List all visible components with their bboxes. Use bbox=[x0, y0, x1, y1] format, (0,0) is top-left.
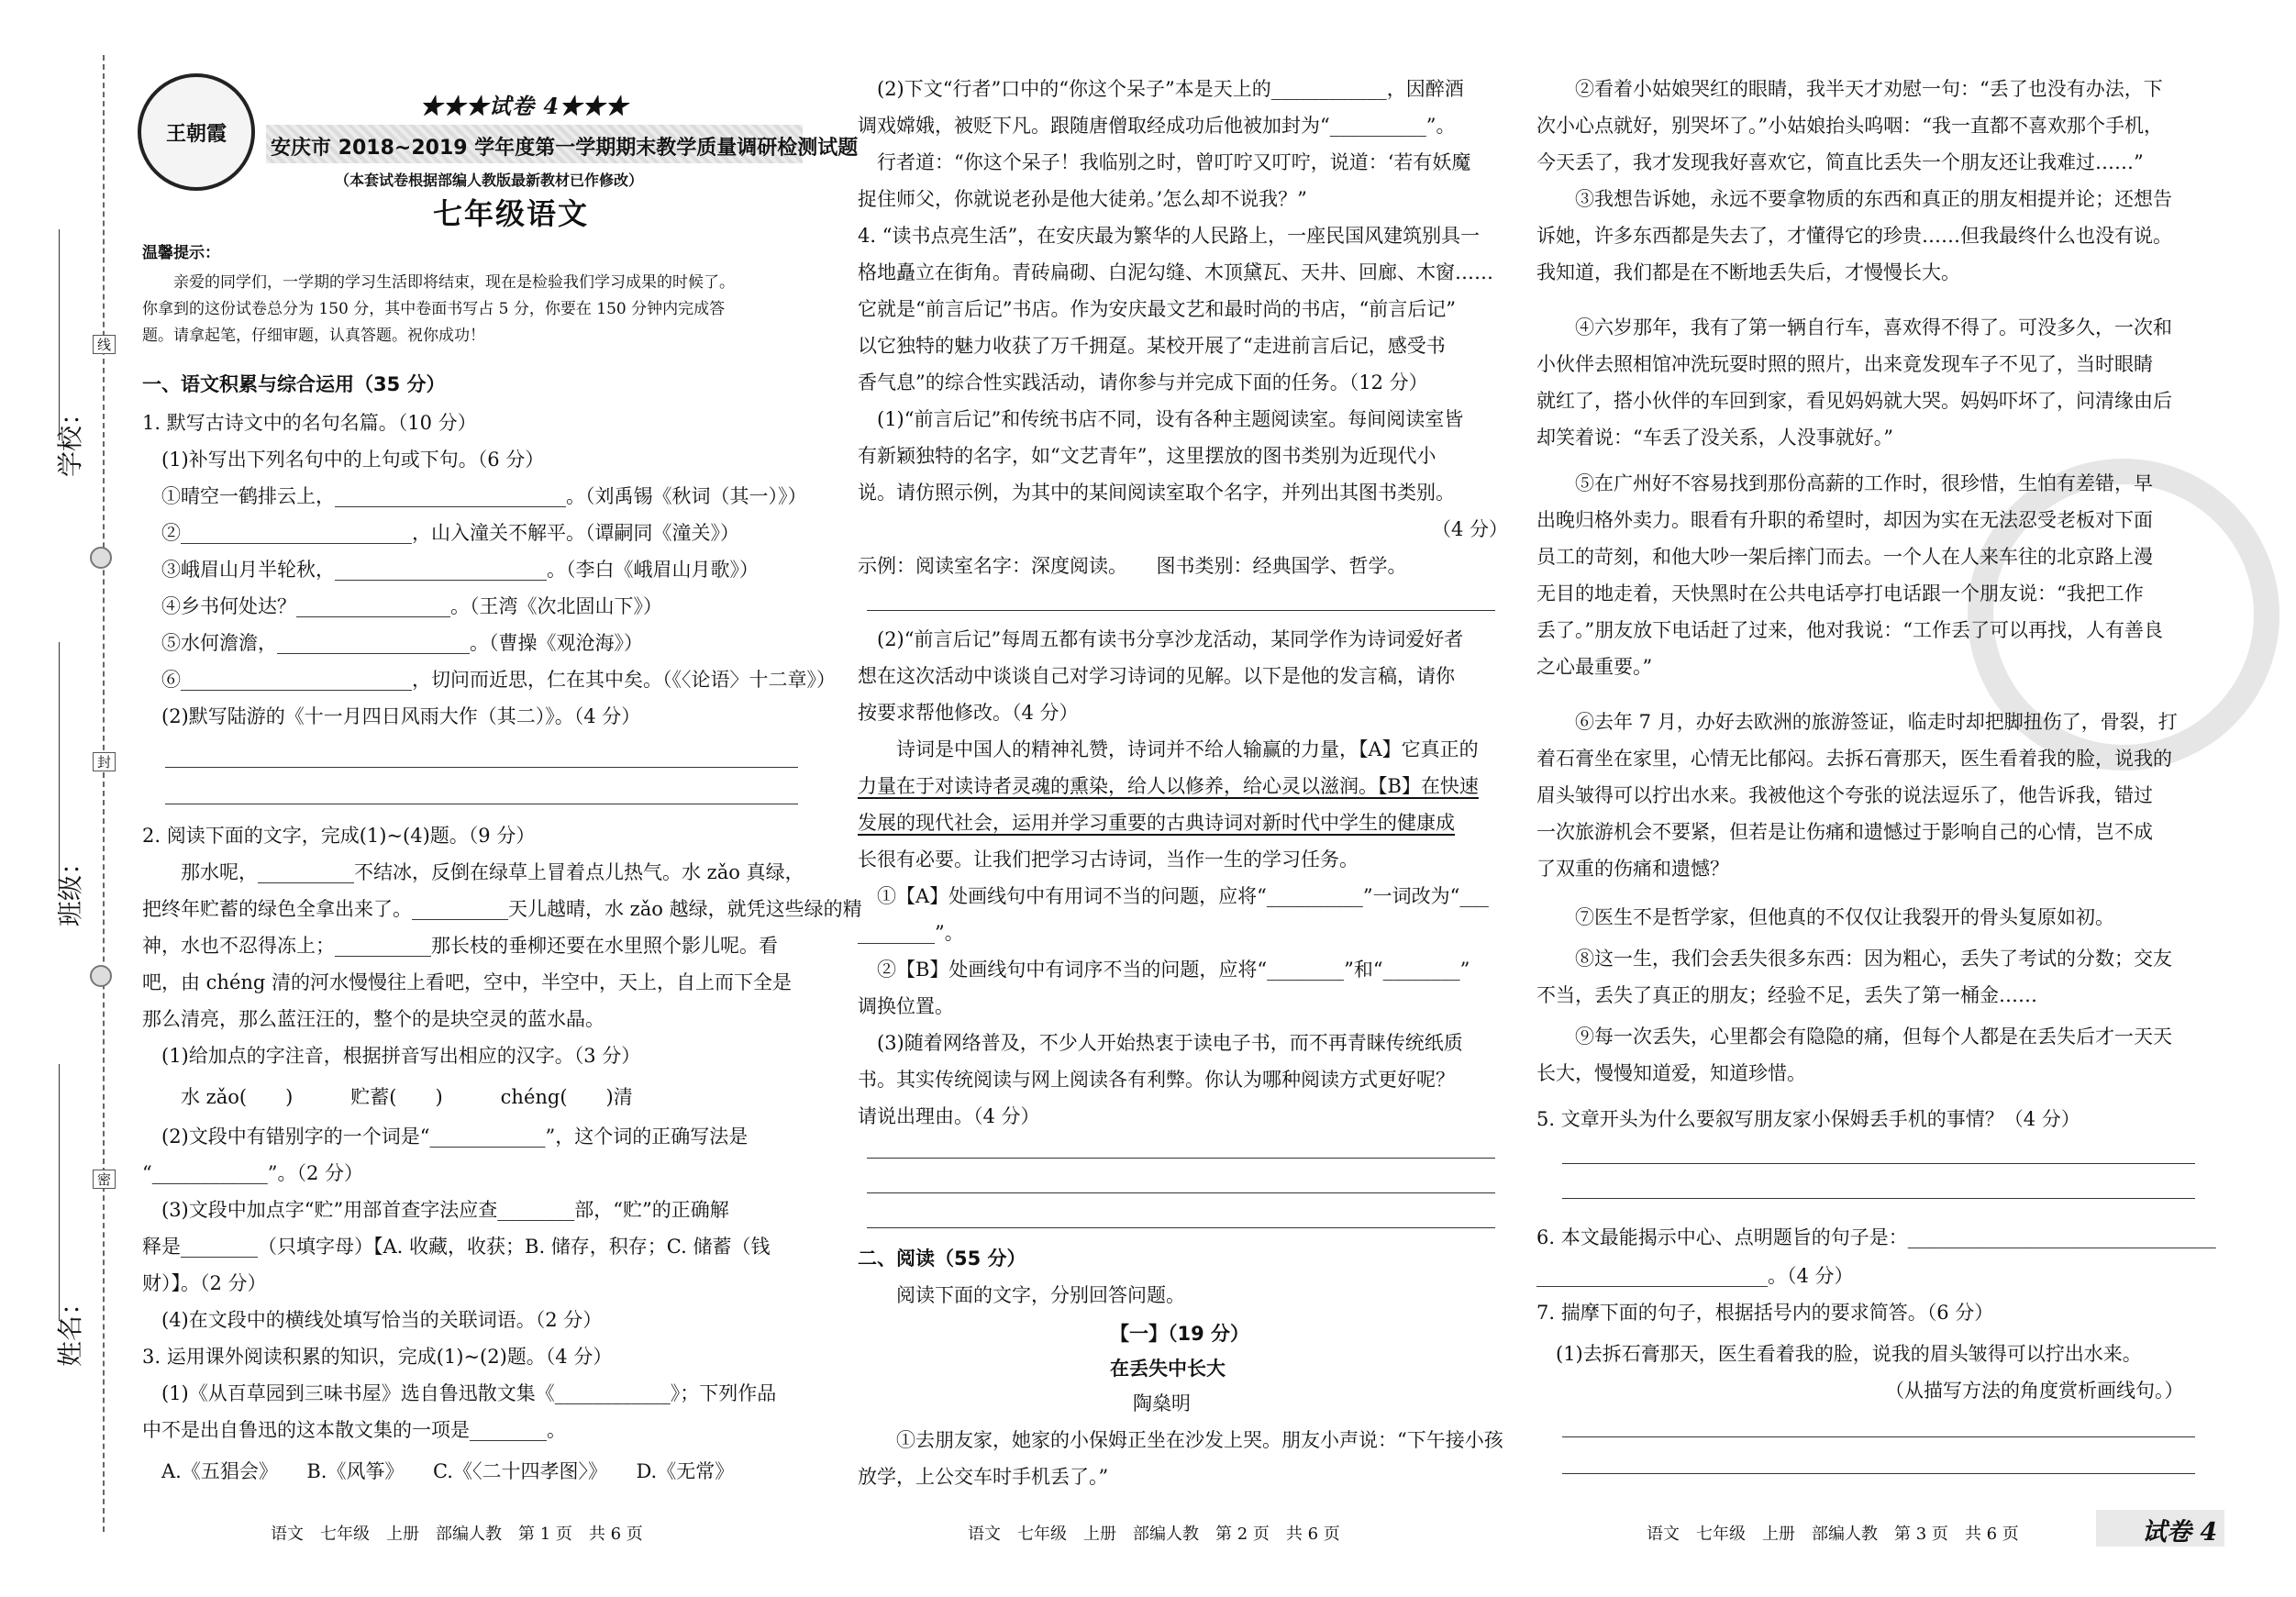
question-line: (3)随着网络普及，不少人开始热衷于读电子书，而不再青睐传统纸质 bbox=[858, 1032, 1463, 1054]
answer-line[interactable] bbox=[867, 1158, 1495, 1159]
passage-line: 出晚归格外卖力。眼看有升职的希望时，却因为实在无法忍受老板对下面 bbox=[1536, 509, 2153, 531]
school-field[interactable] bbox=[59, 229, 60, 440]
answer-line[interactable] bbox=[165, 767, 798, 768]
question-line: ①晴空一鹤排云上，________________________。（刘禹锡《秋词（其一）》） bbox=[142, 485, 807, 507]
reading-part-title: 【一】（19 分） bbox=[1110, 1323, 1250, 1345]
question-line: (2)“前言后记”每周五都有读书分享沙龙活动，某同学作为诗词爱好者 bbox=[858, 628, 1464, 650]
option-line: A.《五猖会》 B.《风筝》 C.《〈二十四孝图〉》 D.《无常》 bbox=[142, 1460, 735, 1482]
exam-note: （本套试卷根据部编人教版最新教材已作修改） bbox=[335, 172, 644, 189]
passage-line: 着石膏坐在家里，心情无比郁闷。去拆石膏那天，医生看着我的脸，说我的 bbox=[1536, 748, 2172, 770]
question-line: 中不是出自鲁迅的这本散文集的一项是________。 bbox=[142, 1419, 566, 1441]
seal-line-label: 密 bbox=[93, 1170, 116, 1189]
section-heading: 一、语文积累与综合运用（35 分） bbox=[142, 373, 446, 395]
passage-line: ⑨每一次丢失，心里都会有隐隐的痛，但每个人都是在丢失后才一天天 bbox=[1536, 1026, 2172, 1048]
tips-heading: 温馨提示： bbox=[142, 244, 220, 262]
passage-line: 吧，由 chéng 清的河水慢慢往上看吧，空中，半空中，天上，自上而下全是 bbox=[142, 971, 793, 993]
passage-line: 捉住师父，你就说老孙是他大徒弟。’怎么却不说我？” bbox=[858, 188, 1307, 210]
question-line: （从描写方法的角度赏析画线句。） bbox=[1885, 1380, 2184, 1402]
speech-line: 力量在于对读诗者灵魂的熏染，给人以修养，给心灵以滋润。【B】在快速 bbox=[858, 775, 1479, 797]
logo-text: 王朝霞 bbox=[165, 121, 227, 146]
question-line: 2. 阅读下面的文字，完成(1)~(4)题。（9 分） bbox=[142, 825, 536, 847]
seal-line-label: 线 bbox=[93, 335, 116, 354]
question-line: (1)去拆石膏那天，医生看着我的脸，说我的眉头皱得可以拧出水来。 bbox=[1536, 1343, 2142, 1365]
question-line: 书。其实传统阅读与网上阅读各有利弊。你认为哪种阅读方式更好呢？ bbox=[858, 1069, 1455, 1091]
footer-badge-text: 试卷 4 bbox=[2142, 1518, 2218, 1547]
question-line: (4)在文段中的横线处填写恰当的关联词语。（2 分） bbox=[142, 1309, 603, 1331]
passage-line: 放学，上公交车时手机丢了。” bbox=[858, 1466, 1109, 1488]
passage-line: 行者道：“你这个呆子！我临别之时，曾叮咛又叮咛，说道：‘若有妖魔 bbox=[858, 151, 1471, 173]
question-line: 释是________（只填字母）【A. 收藏，收获；B. 储存，积存；C. 储蓄（钱 bbox=[142, 1236, 771, 1258]
passage-line: 把终年贮蓄的绿色全拿出来了。__________天儿越晴，水 zǎo 越绿，就凭这些绿的精 bbox=[142, 898, 862, 920]
passage-line: 就红了，搭小伙伴的车回到家，看见妈妈就大哭。妈妈吓坏了，问清缘由后 bbox=[1536, 390, 2172, 412]
score-label: （4 分） bbox=[1432, 518, 1509, 540]
question-line: 格地矗立在街角。青砖扁砌、白泥勾缝、木顶黛瓦、天井、回廊、木窗…… bbox=[858, 261, 1493, 283]
exam-title: 安庆市 2018~2019 学年度第一学期期末教学质量调研检测试题 bbox=[271, 137, 859, 160]
answer-line[interactable] bbox=[867, 610, 1495, 611]
passage-line: 诉她，许多东西都是失去了，才懂得它的珍贵……但我最终什么也没有说。 bbox=[1536, 225, 2172, 247]
passage-line: ②看着小姑娘哭红的眼睛，我半天才劝慰一句：“丢了也没有办法，下 bbox=[1536, 78, 2163, 100]
question-line: 想在这次活动中谈谈自己对学习诗词的见解。以下是他的发言稿，请你 bbox=[858, 665, 1455, 687]
answer-line[interactable] bbox=[867, 1227, 1495, 1228]
subject-title: 七年级语文 bbox=[433, 196, 590, 231]
passage-line: 不当，丢失了真正的朋友；经验不足，丢失了第一桶金…… bbox=[1536, 984, 2037, 1006]
question-line: ③峨眉山月半轮秋，______________________。（李白《峨眉山月歌》） bbox=[142, 559, 759, 581]
passage-line: 却笑着说：“车丢了没关系，人没事就好。” bbox=[1536, 427, 1893, 449]
passage-line: 丢了。”朋友放下电话赶了过来，他对我说：“工作丢了可以再找，人有善良 bbox=[1536, 619, 2163, 641]
question-line: 请说出理由。（4 分） bbox=[858, 1105, 1040, 1127]
article-title: 在丢失中长大 bbox=[1110, 1358, 1226, 1380]
question-line: 香气息”的综合性实践活动，请你参与并完成下面的任务。（12 分） bbox=[858, 372, 1428, 394]
binding-margin bbox=[0, 0, 138, 1597]
answer-line[interactable] bbox=[1562, 1198, 2195, 1199]
question-line: ②【B】处画线句中有词序不当的问题，应将“________”和“________” bbox=[858, 959, 1470, 981]
question-line: ⑥________________________，切问而近思，仁在其中矣。（《〈论语〉十二章》） bbox=[142, 669, 836, 691]
ring-icon bbox=[90, 547, 112, 569]
passage-line: 今天丢了，我才发现我好喜欢它，简直比丢失一个朋友还让我难过……” bbox=[1536, 151, 2144, 173]
question-line: 7. 揣摩下面的句子，根据括号内的要求简答。（6 分） bbox=[1536, 1302, 1994, 1324]
question-line: ④乡书何处达？________________。（王湾《次北固山下》） bbox=[142, 595, 662, 617]
passage-line: ⑤在广州好不容易找到那份高薪的工作时，很珍惜，生怕有差错，早 bbox=[1536, 472, 2153, 494]
ring-icon bbox=[90, 965, 112, 987]
class-label: 班级： bbox=[55, 848, 85, 926]
section-heading: 二、阅读（55 分） bbox=[858, 1248, 1026, 1270]
question-line: (1)补写出下列名句中的上句或下句。（6 分） bbox=[142, 449, 545, 471]
question-line: 有新颖独特的名字，如“文艺青年”，这里摆放的图书类别为近现代小 bbox=[858, 445, 1436, 467]
question-line: 调换位置。 bbox=[858, 995, 954, 1017]
question-line: 5. 文章开头为什么要叙写朋友家小保姆丢手机的事情？（4 分） bbox=[1536, 1108, 2080, 1130]
question-line: 以它独特的魅力收获了万千拥趸。某校开展了“走进前言后记，感受书 bbox=[858, 335, 1446, 357]
question-line: 它就是“前言后记”书店。作为安庆最文艺和最时尚的书店，“前言后记” bbox=[858, 298, 1456, 320]
tips-line: 题。请拿起笔，仔细审题，认真答题。祝你成功！ bbox=[142, 327, 485, 345]
fold-line bbox=[103, 55, 105, 1532]
passage-line: 之心最重要。” bbox=[1536, 656, 1653, 678]
question-line: 3. 运用课外阅读积累的知识，完成(1)~(2)题。（4 分） bbox=[142, 1346, 613, 1368]
passage-line: ⑧这一生，我们会丢失很多东西：因为粗心，丢失了考试的分数；交友 bbox=[1536, 948, 2172, 970]
question-line: (1)给加点的字注音，根据拼音写出相应的汉字。（3 分） bbox=[142, 1045, 641, 1067]
passage-line: 神，水也不忍得冻上；__________那长枝的垂柳还要在水里照个影儿呢。看 bbox=[142, 935, 778, 957]
question-line: 按要求帮他修改。（4 分） bbox=[858, 702, 1079, 724]
footer-page-3: 语文 七年级 上册 部编人教 第 3 页 共 6 页 bbox=[1647, 1525, 2019, 1544]
passage-line: 长大，慢慢知道爱，知道珍惜。 bbox=[1536, 1062, 1806, 1084]
question-line: ⑤水何澹澹，____________________。（曹操《观沧海》） bbox=[142, 632, 643, 654]
footer-page-2: 语文 七年级 上册 部编人教 第 2 页 共 6 页 bbox=[968, 1525, 1340, 1544]
question-line: ①【A】处画线句中有用词不当的问题，应将“__________”一词改为“___ bbox=[858, 885, 1489, 907]
column-2 bbox=[858, 0, 1509, 1597]
speech-line: 发展的现代社会，运用并学习重要的古典诗词对新时代中学生的健康成 bbox=[858, 812, 1455, 834]
passage-line: ④六岁那年，我有了第一辆自行车，喜欢得不得了。可没多久，一次和 bbox=[1536, 316, 2172, 338]
question-line: ________________________。（4 分） bbox=[1536, 1265, 1854, 1287]
example-line: 示例：阅读室名字：深度阅读。 图书类别：经典国学、哲学。 bbox=[858, 555, 1407, 577]
passage-line: 次小心点就好，别哭坏了。”小姑娘抬头呜咽：“我一直都不喜欢那个手机， bbox=[1536, 115, 2163, 137]
question-line: 水 zǎo( ) 贮蓄( ) chéng( )清 bbox=[142, 1086, 633, 1108]
question-line: 说。请仿照示例，为其中的某间阅读室取个名字，并列出其图书类别。 bbox=[858, 482, 1455, 504]
tips-line: 亲爱的同学们，一学期的学习生活即将结束，现在是检验我们学习成果的时候了。 bbox=[142, 273, 735, 292]
passage-line: 员工的苛刻，和他大吵一架后摔门而去。一个人在人来车往的北京路上漫 bbox=[1536, 546, 2153, 568]
question-line: (2)默写陆游的《十一月四日风雨大作（其二）》。（4 分） bbox=[142, 705, 641, 727]
passage-line: 我知道，我们都是在不断地丢失后，才慢慢长大。 bbox=[1536, 261, 1960, 283]
question-line: (2)下文“行者”口中的“你这个呆子”本是天上的____________，因醉酒 bbox=[858, 78, 1464, 100]
column-1 bbox=[142, 0, 862, 1597]
name-field[interactable] bbox=[59, 1064, 60, 1321]
answer-line[interactable] bbox=[867, 1192, 1495, 1193]
speech-line: 诗词是中国人的精神礼赞，诗词并不给人输赢的力量，【A】它真正的 bbox=[858, 738, 1479, 760]
answer-line[interactable] bbox=[1562, 1163, 2195, 1164]
name-label: 姓名： bbox=[55, 1289, 85, 1367]
passage-line: 小伙伴去照相馆冲洗玩耍时照的照片，出来竟发现车子不见了，当时眼睛 bbox=[1536, 353, 2153, 375]
question-line: 调戏嫦娥，被贬下凡。跟随唐僧取经成功后他被加封为“__________”。 bbox=[858, 115, 1456, 137]
seal-line-label: 封 bbox=[93, 752, 116, 771]
question-line: (3)文段中加点字“贮”用部首查字法应查________部，“贮”的正确解 bbox=[142, 1199, 729, 1221]
article-author: 陶燊明 bbox=[1133, 1392, 1191, 1414]
question-line: 财）】。（2 分） bbox=[142, 1272, 267, 1294]
question-line: ②________________________，山入潼关不解平。（谭嗣同《潼关》） bbox=[142, 522, 739, 544]
passage-line: ③我想告诉她，永远不要拿物质的东西和真正的朋友相提并论；还想告 bbox=[1536, 188, 2172, 210]
tips-line: 你拿到的这份试卷总分为 150 分，其中卷面书写占 5 分，你要在 150 分钟内完成答 bbox=[142, 300, 726, 318]
passage-line: 眉头皱得可以拧出水来。我被他这个夸张的说法逗乐了，他告诉我，错过 bbox=[1536, 784, 2153, 806]
answer-line[interactable] bbox=[1562, 1473, 2195, 1474]
question-line: (1)《从百草园到三味书屋》选自鲁迅散文集《____________》；下列作品 bbox=[142, 1382, 777, 1404]
school-label: 学校： bbox=[55, 399, 85, 477]
instruction-line: 阅读下面的文字，分别回答问题。 bbox=[858, 1284, 1185, 1306]
paper-number: ★★★试卷 4★★★ bbox=[420, 93, 629, 119]
question-line: 4. “读书点亮生活”，在安庆最为繁华的人民路上，一座民国风建筑别具一 bbox=[858, 225, 1481, 247]
column-3 bbox=[1536, 0, 2218, 1597]
passage-line: 一次旅游机会不要紧，但若是让伤痛和遗憾过于影响自己的心情，岂不成 bbox=[1536, 821, 2153, 843]
passage-line: ⑥去年 7 月，办好去欧洲的旅游签证，临走时却把脚扭伤了，骨裂，打 bbox=[1536, 711, 2178, 733]
class-field[interactable] bbox=[59, 642, 60, 890]
question-line: ________”。 bbox=[858, 922, 964, 944]
question-line: 1. 默写古诗文中的名句名篇。（10 分） bbox=[142, 412, 477, 434]
passage-line: 了双重的伤痛和遗憾？ bbox=[1536, 858, 1729, 880]
passage-line: 那水呢，__________不结冰，反倒在绿草上冒着点儿热气。水 zǎo 真绿， bbox=[142, 861, 804, 883]
question-line: “____________”。（2 分） bbox=[142, 1162, 364, 1184]
answer-line[interactable] bbox=[1562, 1436, 2195, 1437]
question-line: (1)“前言后记”和传统书店不同，设有各种主题阅读室。每间阅读室皆 bbox=[858, 408, 1464, 430]
passage-line: 那么清亮，那么蓝汪汪的，整个的是块空灵的蓝水晶。 bbox=[142, 1008, 605, 1030]
question-line: 6. 本文最能揭示中心、点明题旨的句子是：________________________________ bbox=[1536, 1226, 2216, 1248]
footer-page-1: 语文 七年级 上册 部编人教 第 1 页 共 6 页 bbox=[271, 1525, 643, 1544]
question-line: (2)文段中有错别字的一个词是“____________”，这个词的正确写法是 bbox=[142, 1126, 749, 1148]
passage-line: ⑦医生不是哲学家，但他真的不仅仅让我裂开的骨头复原如初。 bbox=[1536, 906, 2114, 928]
passage-line: ①去朋友家，她家的小保姆正坐在沙发上哭。朋友小声说：“下午接小孩 bbox=[858, 1429, 1503, 1451]
passage-line: 无目的地走着，天快黑时在公共电话亭打电话跟一个朋友说：“我把工作 bbox=[1536, 582, 2144, 604]
speech-line: 长很有必要。让我们把学习古诗词，当作一生的学习任务。 bbox=[858, 848, 1359, 871]
